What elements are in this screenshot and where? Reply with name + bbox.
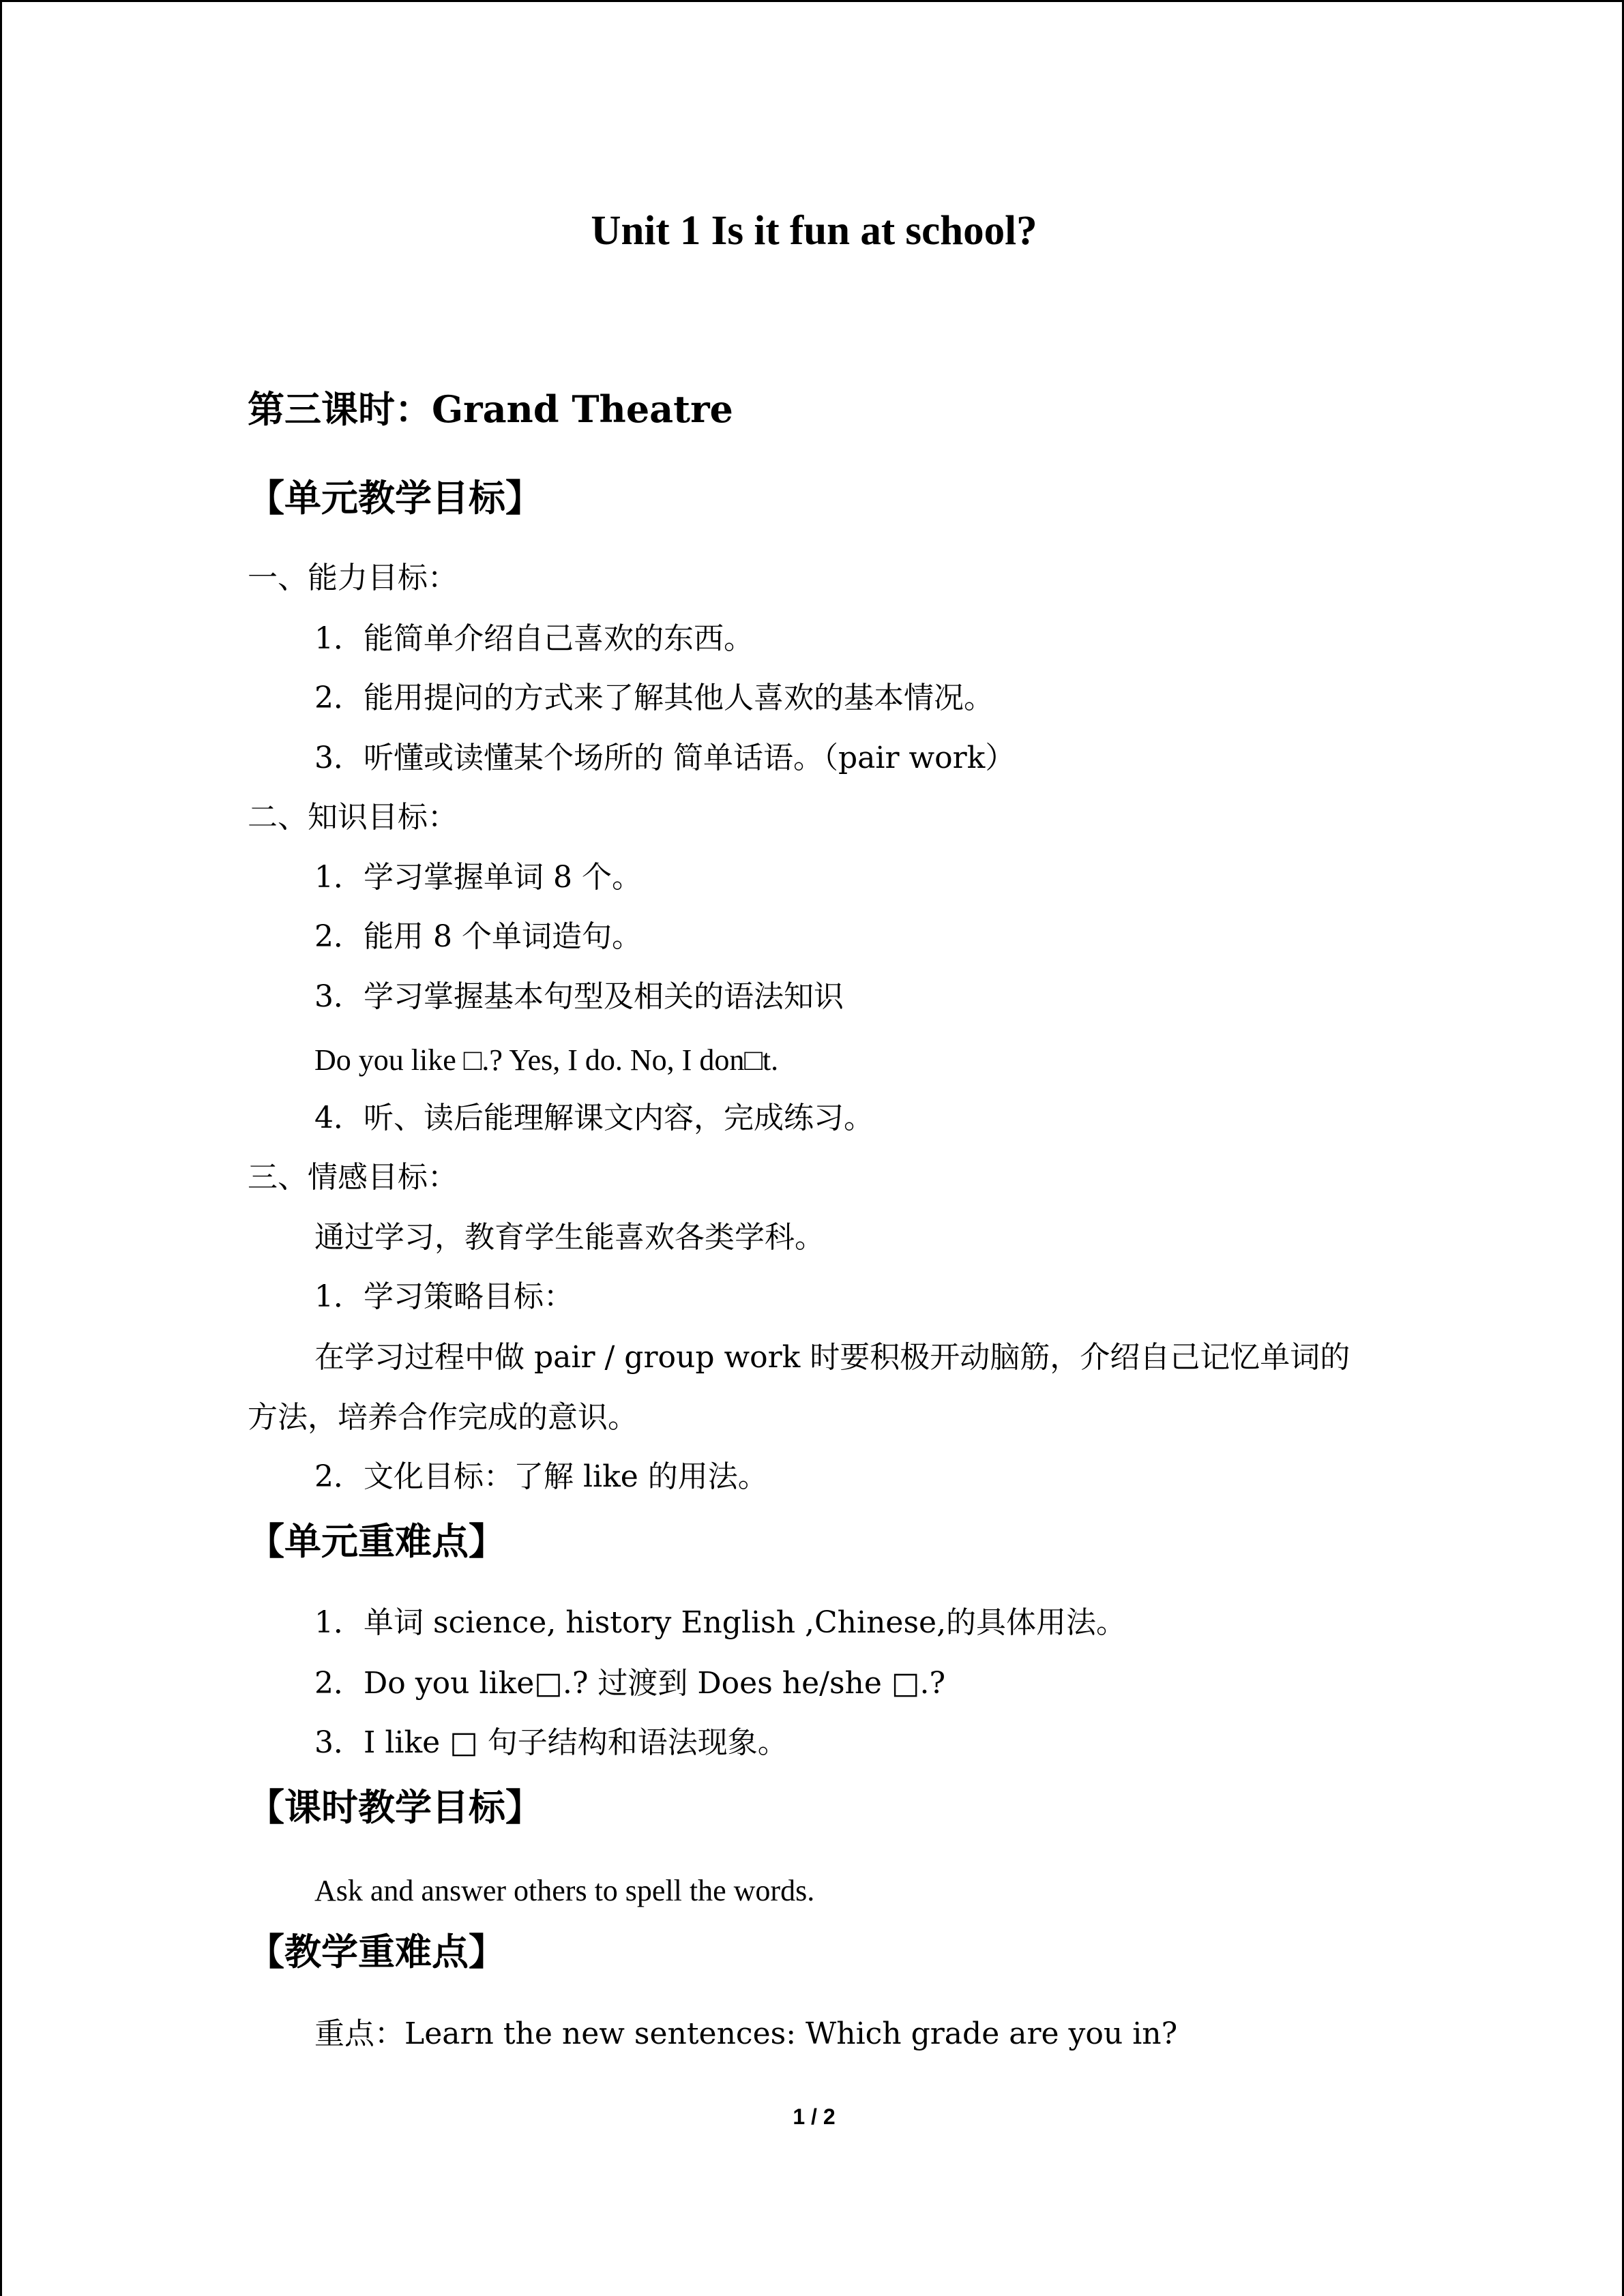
section-heading-unit-key-points: 【单元重难点】 (248, 1519, 505, 1563)
strategy-text-line-2: 方法，培养合作完成的意识。 (248, 1400, 638, 1435)
lesson-goal-text: Ask and answer others to spell the words. (314, 1874, 815, 1907)
culture-item-2: 2．文化目标：了解 like 的用法。 (314, 1459, 768, 1494)
knowledge-item-1: 1．学习掌握单词 8 个。 (314, 860, 642, 895)
ability-item-1: 1．能简单介绍自己喜欢的东西。 (314, 621, 754, 656)
ability-item-3: 3．听懂或读懂某个场所的 简单话语。（pair work） (314, 741, 1016, 775)
key-point-2: 2．Do you like□.? 过渡到 Does he/she □.? (314, 1666, 946, 1701)
lesson-title: 第三课时：Grand Theatre (248, 387, 733, 431)
knowledge-item-3: 3．学习掌握基本句型及相关的语法知识 (314, 979, 844, 1014)
knowledge-item-2: 2．能用 8 个单词造句。 (314, 919, 642, 954)
strategy-text-line-1: 在学习过程中做 pair / group work 时要积极开动脑筋，介绍自己记忆单词的 (314, 1340, 1350, 1375)
ability-heading: 一、能力目标： (248, 561, 458, 595)
emotion-text: 通过学习，教育学生能喜欢各类学科。 (314, 1220, 825, 1255)
section-heading-teaching-key-points: 【教学重难点】 (248, 1930, 505, 1973)
knowledge-item-3-example: Do you like □.? Yes, I do. No, I don□t. (314, 1043, 779, 1077)
emotion-heading: 三、情感目标： (248, 1160, 458, 1195)
key-point-1: 1．单词 science, history English ,Chinese,的具体用法。 (314, 1605, 1127, 1640)
strategy-item-1: 1．学习策略目标： (314, 1279, 574, 1314)
section-heading-unit-goals: 【单元教学目标】 (248, 476, 542, 520)
knowledge-item-4: 4．听、读后能理解课文内容，完成练习。 (314, 1101, 874, 1135)
section-heading-lesson-goals: 【课时教学目标】 (248, 1785, 542, 1829)
document-title: Unit 1 Is it fun at school? (591, 208, 1037, 254)
teaching-key-point-text: 重点：Learn the new sentences: Which grade are you in? (314, 2016, 1178, 2051)
page-number: 1 / 2 (793, 2104, 836, 2129)
knowledge-heading: 二、知识目标： (248, 800, 458, 835)
ability-item-2: 2．能用提问的方式来了解其他人喜欢的基本情况。 (314, 681, 994, 715)
key-point-3: 3．I like □ 句子结构和语法现象。 (314, 1725, 788, 1760)
